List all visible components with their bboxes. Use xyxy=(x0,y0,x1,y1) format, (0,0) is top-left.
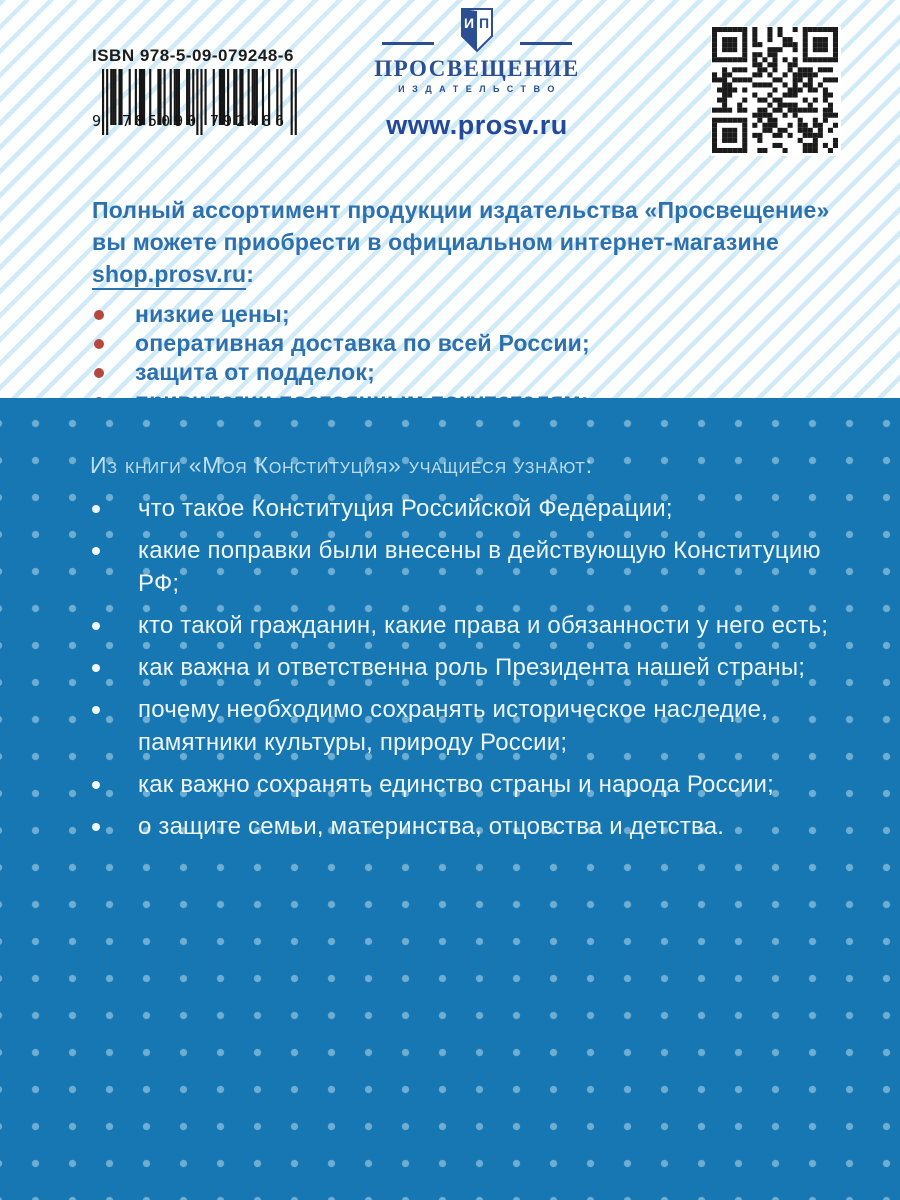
promo-list-item xyxy=(92,300,852,329)
white-bullet-icon xyxy=(92,622,100,630)
publisher-website: www.prosv.ru xyxy=(386,110,568,140)
book-info-label: какие поправки были внесены в действующую Конституцию РФ; xyxy=(138,537,821,597)
isbn-label: ISBN 978-5-09-079248-6 xyxy=(92,46,294,65)
qr-code xyxy=(711,26,841,156)
publisher-logo xyxy=(372,6,582,141)
red-bullet-icon xyxy=(94,310,104,320)
white-bullet-icon xyxy=(92,823,100,831)
top-striped-section xyxy=(0,0,900,398)
promo-intro xyxy=(92,194,852,290)
qr-code-icon xyxy=(712,27,838,153)
barcode-digit-group: 9 xyxy=(92,112,106,130)
promo-intro-line1: Полный ассортимент продукции издательства «Просвещение» xyxy=(92,197,830,223)
book-info-label: как важна и ответственна роль Президента нашей страны; xyxy=(138,654,806,681)
svg-text:П: П xyxy=(478,15,490,31)
book-info-item xyxy=(88,609,860,642)
promo-intro-colon: : xyxy=(246,261,255,287)
book-info-item xyxy=(88,810,860,843)
book-info-item xyxy=(88,534,860,600)
book-info-label: о защите семьи, материнства, отцовства и детства. xyxy=(138,813,725,840)
publisher-logo-icon-row xyxy=(372,6,582,54)
book-info-item xyxy=(88,768,860,801)
book-info-list xyxy=(88,492,860,852)
promo-item-label: защита от подделок; xyxy=(135,359,375,385)
isbn-barcode xyxy=(92,46,307,158)
publisher-subtitle: ИЗДАТЕЛЬСТВО xyxy=(398,84,562,94)
logo-rule-left xyxy=(382,42,434,45)
barcode-digit-group: 785090 xyxy=(122,112,201,130)
open-book-icon xyxy=(454,6,500,54)
book-info-item xyxy=(88,651,860,684)
white-bullet-icon xyxy=(92,781,100,789)
promo-shop-link: shop.prosv.ru xyxy=(92,261,246,290)
book-info-label: что такое Конституция Российской Федерации; xyxy=(138,495,673,522)
red-bullet-icon xyxy=(94,339,104,349)
promo-item-label: низкие цены; xyxy=(135,301,290,327)
book-info-item xyxy=(88,492,860,525)
book-info-item xyxy=(88,693,860,759)
barcode-digits xyxy=(92,112,307,132)
book-info-heading: Из книги «Моя Конституция» учащиеся узнают: xyxy=(90,452,593,478)
promo-list-item xyxy=(92,358,852,387)
promo-intro-line2-prefix: вы можете приобрести в официальном интернет-магазине xyxy=(92,229,779,255)
publisher-name: ПРОСВЕЩЕНИЕ xyxy=(374,56,580,81)
book-info-label: кто такой гражданин, какие права и обязанности у него есть; xyxy=(138,612,829,639)
book-info-label: почему необходимо сохранять историческое наследие, памятники культуры, природу России; xyxy=(138,696,769,756)
red-bullet-icon xyxy=(94,368,104,378)
svg-text:И: И xyxy=(463,15,475,31)
white-bullet-icon xyxy=(92,505,100,513)
promo-list-item xyxy=(92,329,852,358)
barcode-digit-group: 792486 xyxy=(210,112,289,130)
logo-rule-right xyxy=(520,42,572,45)
promo-item-label: оперативная доставка по всей России; xyxy=(135,330,590,356)
book-info-label: как важно сохранять единство страны и народа России; xyxy=(138,771,775,798)
white-bullet-icon xyxy=(92,547,100,555)
white-bullet-icon xyxy=(92,664,100,672)
white-bullet-icon xyxy=(92,706,100,714)
